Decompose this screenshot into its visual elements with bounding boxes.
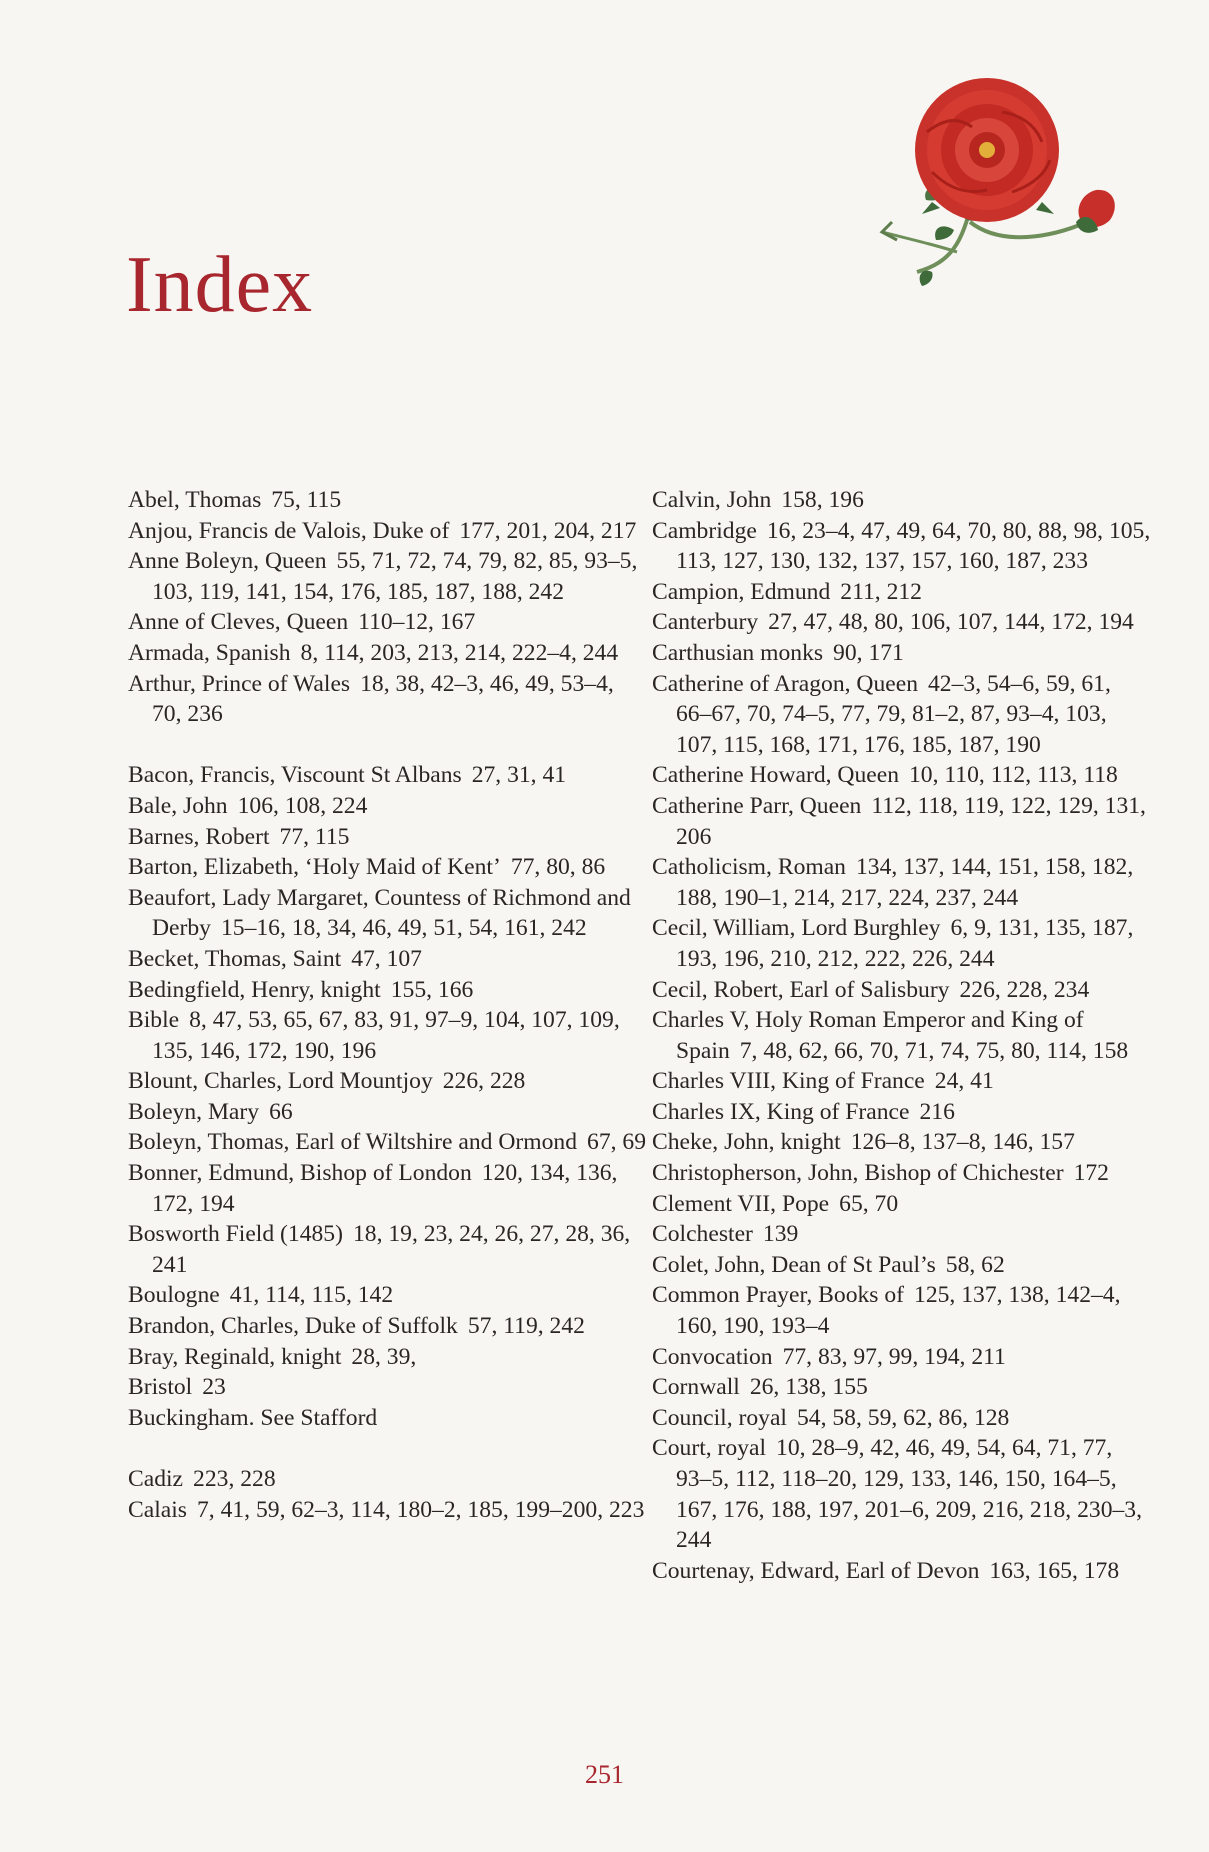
entry-pages: 57, 119, 242 xyxy=(467,1313,585,1340)
entry-heading: Catherine of Aragon, Queen xyxy=(652,670,918,697)
index-entry xyxy=(128,1127,648,1158)
entry-heading: Armada, Spanish xyxy=(128,639,291,666)
index-entry xyxy=(128,791,648,822)
entry-heading: Boulogne xyxy=(128,1282,220,1309)
entry-heading: Catherine Parr, Queen xyxy=(652,792,862,819)
index-entry xyxy=(128,1097,648,1128)
entry-pages: 77, 83, 97, 99, 194, 211 xyxy=(782,1343,1006,1370)
index-entry xyxy=(652,1005,1152,1066)
entry-pages: 24, 41 xyxy=(934,1068,994,1095)
entry-heading: Charles IX, King of France xyxy=(652,1098,910,1125)
index-entry xyxy=(128,638,648,669)
entry-pages: 65, 70 xyxy=(839,1190,899,1217)
entry-pages: 112, 118, 119, 122, 129, 131, 206 xyxy=(676,792,1146,850)
entry-heading: Arthur, Prince of Wales xyxy=(128,670,351,697)
index-entry xyxy=(128,1372,648,1403)
entry-heading: Buckingham. See Stafford xyxy=(128,1404,378,1431)
index-entry xyxy=(652,1556,1152,1587)
entry-heading: Common Prayer, Books of xyxy=(652,1282,905,1309)
entry-pages: 7, 41, 59, 62–3, 114, 180–2, 185, 199–200, 223 xyxy=(196,1496,645,1523)
index-entry xyxy=(128,975,648,1006)
entry-pages: 110–12, 167 xyxy=(358,609,476,636)
entry-heading: Clement VII, Pope xyxy=(652,1190,830,1217)
entry-heading: Christopherson, John, Bishop of Chichester xyxy=(652,1160,1064,1187)
index-entry xyxy=(652,485,1152,516)
section-gap xyxy=(128,730,648,761)
entry-heading: Anne of Cleves, Queen xyxy=(128,609,349,636)
index-entry xyxy=(128,852,648,883)
entry-heading: Colet, John, Dean of St Paul’s xyxy=(652,1251,936,1278)
index-entry xyxy=(128,546,648,607)
entry-heading: Cheke, John, knight xyxy=(652,1129,841,1156)
entry-pages: 158, 196 xyxy=(781,487,864,513)
index-entry xyxy=(128,883,648,944)
entry-pages: 163, 165, 178 xyxy=(989,1557,1120,1584)
entry-heading: Barton, Elizabeth, ‘Holy Maid of Kent’ xyxy=(128,854,501,881)
entry-heading: Brandon, Charles, Duke of Suffolk xyxy=(128,1313,458,1340)
entry-heading: Anne Boleyn, Queen xyxy=(128,548,327,575)
entry-pages: 15–16, 18, 34, 46, 49, 51, 54, 161, 242 xyxy=(220,915,587,942)
entry-heading: Barnes, Robert xyxy=(128,823,270,850)
entry-heading: Colchester xyxy=(652,1221,753,1248)
entry-heading: Cambridge xyxy=(652,517,757,544)
entry-pages: 23 xyxy=(202,1374,226,1401)
entry-pages: 42–3, 54–6, 59, 61, 66–67, 70, 74–5, 77, 79, 81–2, 87, 93–4, 103, 107, 115, 168, 171, 176, 185, 187, 190 xyxy=(676,670,1111,758)
entry-heading: Charles VIII, King of France xyxy=(652,1068,925,1095)
index-entry xyxy=(652,577,1152,608)
entry-heading: Bosworth Field (1485) xyxy=(128,1221,343,1248)
index-entry xyxy=(652,852,1152,913)
entry-heading: Bale, John xyxy=(128,792,228,819)
index-entry xyxy=(128,1403,648,1434)
index-entry xyxy=(652,1433,1152,1555)
entry-heading: Calvin, John xyxy=(652,487,772,513)
index-entry xyxy=(652,638,1152,669)
index-entry xyxy=(128,1464,648,1495)
entry-pages: 18, 38, 42–3, 46, 49, 53–4, 70, 236 xyxy=(152,670,614,728)
entry-pages: 134, 137, 144, 151, 158, 182, 188, 190–1, 214, 217, 224, 237, 244 xyxy=(676,854,1134,911)
entry-pages: 7, 48, 62, 66, 70, 71, 74, 75, 80, 114, 158 xyxy=(739,1037,1129,1064)
index-entry xyxy=(652,975,1152,1006)
index-entry xyxy=(652,1189,1152,1220)
entry-pages: 10, 110, 112, 113, 118 xyxy=(909,762,1118,789)
index-entry xyxy=(128,485,648,516)
entry-heading: Bible xyxy=(128,1007,180,1034)
index-entry xyxy=(652,1342,1152,1373)
entry-heading: Cecil, Robert, Earl of Salisbury xyxy=(652,976,950,1003)
index-entry xyxy=(128,1342,648,1373)
entry-pages: 41, 114, 115, 142 xyxy=(229,1282,394,1309)
entry-pages: 27, 31, 41 xyxy=(471,762,567,789)
entry-heading: Court, royal xyxy=(652,1435,767,1462)
index-entry xyxy=(652,791,1152,852)
entry-pages: 66 xyxy=(269,1098,293,1125)
entry-heading: Calais xyxy=(128,1496,187,1523)
entry-heading: Anjou, Francis de Valois, Duke of xyxy=(128,517,450,544)
entry-pages: 77, 80, 86 xyxy=(510,854,606,881)
entry-heading: Abel, Thomas xyxy=(128,487,262,513)
index-entry xyxy=(128,1158,648,1219)
entry-pages: 126–8, 137–8, 146, 157 xyxy=(850,1129,1075,1156)
index-entry xyxy=(652,1097,1152,1128)
entry-pages: 8, 114, 203, 213, 214, 222–4, 244 xyxy=(300,639,619,666)
index-entry xyxy=(128,944,648,975)
entry-heading: Cadiz xyxy=(128,1466,184,1492)
entry-heading: Beaufort, Lady Margaret, Countess of Richmond and Derby xyxy=(128,884,631,942)
entry-heading: Becket, Thomas, Saint xyxy=(128,945,342,972)
index-entry xyxy=(652,1219,1152,1250)
index-entry xyxy=(652,760,1152,791)
entry-heading: Cornwall xyxy=(652,1374,740,1401)
entry-pages: 120, 134, 136, 172, 194 xyxy=(152,1160,618,1217)
index-entry xyxy=(652,516,1152,577)
index-column-right xyxy=(652,485,1152,1586)
entry-heading: Bray, Reginald, knight xyxy=(128,1343,342,1370)
index-entry xyxy=(128,1311,648,1342)
index-entry xyxy=(652,669,1152,761)
entry-pages: 67, 69 xyxy=(587,1129,646,1156)
entry-pages: 125, 137, 138, 142–4, 160, 190, 193–4 xyxy=(676,1282,1121,1340)
index-entry xyxy=(128,1219,648,1280)
entry-pages: 28, 39, xyxy=(351,1343,417,1370)
entry-heading: Campion, Edmund xyxy=(652,578,831,605)
index-entry xyxy=(652,913,1152,974)
index-entry xyxy=(128,1005,648,1066)
entry-pages: 226, 228, 234 xyxy=(959,976,1090,1003)
entry-pages: 54, 58, 59, 62, 86, 128 xyxy=(796,1404,1010,1431)
entry-pages: 106, 108, 224 xyxy=(237,792,368,819)
entry-heading: Catholicism, Roman xyxy=(652,854,846,881)
entry-heading: Convocation xyxy=(652,1343,773,1370)
index-entry xyxy=(128,1066,648,1097)
entry-heading: Bonner, Edmund, Bishop of London xyxy=(128,1160,472,1187)
index-entry xyxy=(652,1066,1152,1097)
index-entry xyxy=(128,1495,648,1526)
entry-pages: 8, 47, 53, 65, 67, 83, 91, 97–9, 104, 107, 109, 135, 146, 172, 190, 196 xyxy=(152,1007,620,1064)
entry-pages: 27, 47, 48, 80, 106, 107, 144, 172, 194 xyxy=(768,609,1134,636)
index-entry xyxy=(128,607,648,638)
index-entry xyxy=(128,669,648,730)
entry-pages: 177, 201, 204, 217 xyxy=(459,517,637,544)
entry-pages: 139 xyxy=(762,1221,799,1248)
page-number: 251 xyxy=(585,1760,624,1789)
index-entry xyxy=(652,1280,1152,1341)
entry-pages: 155, 166 xyxy=(390,976,474,1003)
entry-heading: Canterbury xyxy=(652,609,759,636)
entry-pages: 10, 28–9, 42, 46, 49, 54, 64, 71, 77, 93–5, 112, 118–20, 129, 133, 146, 150, 164–5, 167, 176, 188, 197, 201–6, 209, 216, 218, 230–3, 244 xyxy=(676,1435,1142,1554)
entry-pages: 216 xyxy=(919,1098,955,1125)
index-column-left xyxy=(128,485,648,1525)
entry-pages: 55, 71, 72, 74, 79, 82, 85, 93–5, 103, 119, 141, 154, 176, 185, 187, 188, 242 xyxy=(152,548,638,605)
index-entry xyxy=(652,1403,1152,1434)
entry-heading: Blount, Charles, Lord Mountjoy xyxy=(128,1068,433,1095)
index-entry xyxy=(652,1250,1152,1281)
entry-pages: 211, 212 xyxy=(840,578,922,605)
index-entry xyxy=(652,1372,1152,1403)
entry-pages: 75, 115 xyxy=(271,487,342,513)
entry-pages: 6, 9, 131, 135, 187, 193, 196, 210, 212, 222, 226, 244 xyxy=(676,915,1134,972)
entry-heading: Bristol xyxy=(128,1374,193,1401)
entry-heading: Boleyn, Mary xyxy=(128,1098,260,1125)
entry-pages: 226, 228 xyxy=(442,1068,526,1095)
entry-heading: Bacon, Francis, Viscount St Albans xyxy=(128,762,462,789)
entry-pages: 18, 19, 23, 24, 26, 27, 28, 36, 241 xyxy=(152,1221,631,1278)
index-entry xyxy=(652,607,1152,638)
entry-heading: Council, royal xyxy=(652,1404,787,1431)
entry-pages: 90, 171 xyxy=(833,639,904,666)
page-title: Index xyxy=(126,241,314,329)
entry-heading: Boleyn, Thomas, Earl of Wiltshire and Ormond xyxy=(128,1129,578,1156)
index-entry xyxy=(128,516,648,547)
entry-pages: 16, 23–4, 47, 49, 64, 70, 80, 88, 98, 105, 113, 127, 130, 132, 137, 157, 160, 187, 233 xyxy=(676,517,1151,575)
index-entry xyxy=(128,760,648,791)
entry-heading: Carthusian monks xyxy=(652,639,824,666)
index-entry xyxy=(128,822,648,853)
entry-heading: Charles V, Holy Roman Emperor and King of Spain xyxy=(652,1007,1084,1064)
index-entry xyxy=(128,1280,648,1311)
index-entry xyxy=(652,1127,1152,1158)
entry-pages: 58, 62 xyxy=(945,1251,1005,1278)
entry-pages: 223, 228 xyxy=(193,1466,276,1492)
entry-heading: Cecil, William, Lord Burghley xyxy=(652,915,941,942)
entry-pages: 47, 107 xyxy=(351,945,422,972)
tudor-rose-icon xyxy=(862,72,1122,342)
entry-heading: Courtenay, Edward, Earl of Devon xyxy=(652,1557,980,1584)
entry-heading: Bedingfield, Henry, knight xyxy=(128,976,381,1003)
entry-pages: 26, 138, 155 xyxy=(749,1374,868,1401)
index-entry xyxy=(652,1158,1152,1189)
entry-heading: Catherine Howard, Queen xyxy=(652,762,899,789)
entry-pages: 77, 115 xyxy=(279,823,350,850)
section-gap xyxy=(128,1433,648,1464)
entry-pages: 172 xyxy=(1073,1160,1109,1187)
